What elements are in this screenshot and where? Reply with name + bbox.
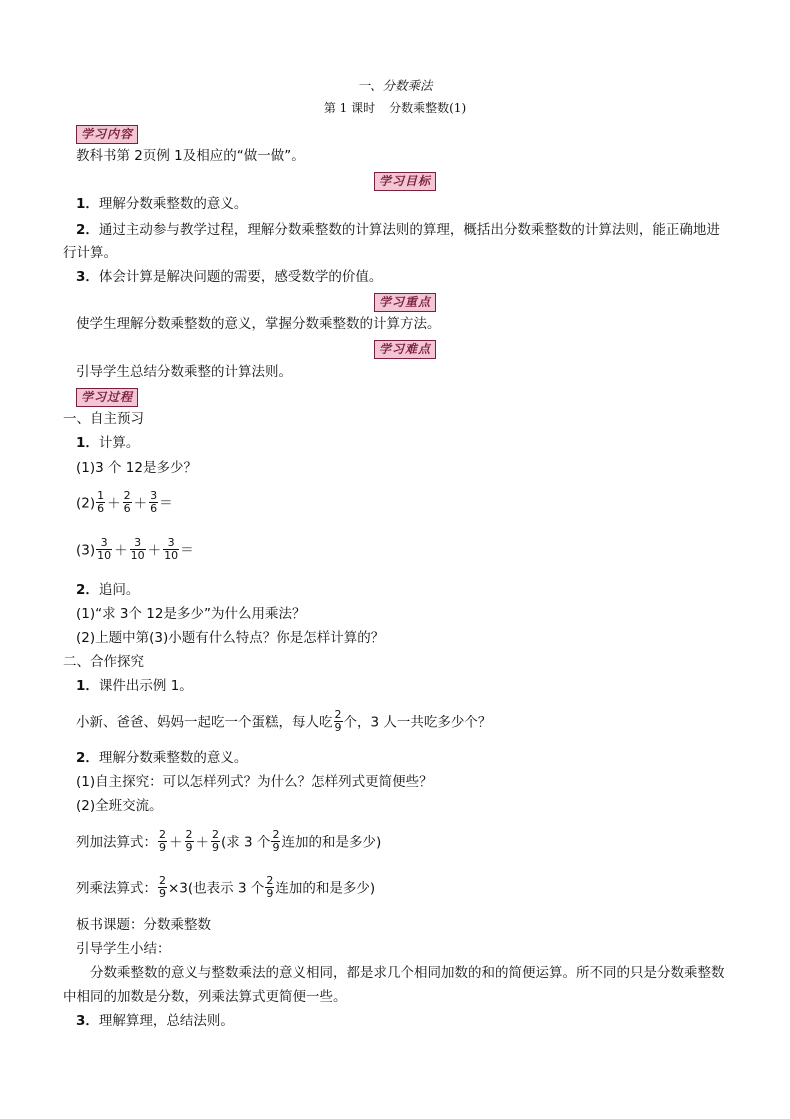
addition-note-before: (求 3 个 xyxy=(221,834,271,851)
key-label-box: 学习重点 xyxy=(374,293,436,312)
unit-title: 一、分数乘法 xyxy=(357,78,433,93)
fraction-three-tenths xyxy=(163,537,179,562)
goal-3 xyxy=(76,267,382,287)
goal-1-text: 理解分数乘整数的意义。 xyxy=(98,196,248,212)
lesson-title-line xyxy=(0,99,790,116)
example-text-before: 小新、爸爸、妈妈一起吃一个蛋糕，每人吃 xyxy=(76,714,333,731)
plus-sign: ＋ xyxy=(107,495,121,512)
fraction-two-ninths xyxy=(185,829,194,854)
ask-2: (2)上题中第(3)小题有什么特点？你是怎样计算的？ xyxy=(76,630,385,646)
item-2 xyxy=(76,580,139,600)
fraction-numerator: 2 xyxy=(159,874,166,887)
item-3-number: 1． xyxy=(76,678,99,694)
item-1-number: 1． xyxy=(76,435,99,451)
fraction-two-ninths xyxy=(158,829,167,854)
summary-line-2: 中相同的加数是分数，列乘法算式更简便一些。 xyxy=(63,989,347,1005)
plus-sign: ＋ xyxy=(147,542,162,559)
part-2-heading: 二、合作探究 xyxy=(63,654,144,670)
fraction-numerator: 3 xyxy=(96,537,112,550)
fraction-denominator: 6 xyxy=(150,502,158,515)
fraction-numerator: 1 xyxy=(97,489,105,502)
fraction-three-tenths xyxy=(130,537,146,562)
board-title: 板书课题：分数乘整数 xyxy=(76,917,211,933)
part-1-heading: 一、自主预习 xyxy=(63,411,144,427)
times-three: ×3 xyxy=(168,880,188,897)
fraction-denominator: 9 xyxy=(272,841,280,854)
example-1-text xyxy=(76,710,491,735)
goal-2-number: 2． xyxy=(76,222,99,238)
ask-1: (1)“求 3个 12是多少”为什么用乘法？ xyxy=(76,606,306,622)
item-1-text: 计算。 xyxy=(98,435,140,451)
question-3 xyxy=(76,538,194,563)
explore-1: (1)自主探究：可以怎样列式？为什么？怎样列式更简便些？ xyxy=(76,774,433,790)
plus-sign: ＋ xyxy=(169,834,183,851)
goal-1-number: 1． xyxy=(76,196,99,212)
fraction-numerator: 2 xyxy=(212,828,219,841)
goal-1 xyxy=(76,194,247,214)
process-label-box: 学习过程 xyxy=(76,388,138,407)
example-text-after: 个，3 人一共吃多少个？ xyxy=(343,714,492,731)
summary-line-1: 分数乘整数的意义与整数乘法的意义相同，都是求几个相同加数的和的简便运算。所不同的只是分数乘整数 xyxy=(90,965,725,981)
content-text: 教科书第 2页例 1及相应的“做一做”。 xyxy=(76,148,305,164)
goals-label-box: 学习目标 xyxy=(374,172,436,191)
fraction-denominator: 9 xyxy=(185,841,193,854)
goal-3-text: 体会计算是解决问题的需要，感受数学的价值。 xyxy=(98,269,383,285)
fraction-denominator: 9 xyxy=(159,887,166,900)
item-4 xyxy=(76,748,247,768)
key-text: 使学生理解分数乘整数的意义，掌握分数乘整数的计算方法。 xyxy=(76,316,441,332)
difficulty-text: 引导学生总结分数乘整的计算法则。 xyxy=(76,364,292,380)
question-3-prefix: (3) xyxy=(76,542,96,559)
fraction-two-ninths xyxy=(265,875,274,900)
plus-sign: ＋ xyxy=(195,834,209,851)
fraction-numerator: 2 xyxy=(159,828,166,841)
equals-sign: ＝ xyxy=(159,495,173,512)
item-1 xyxy=(76,433,139,453)
fraction-numerator: 2 xyxy=(272,828,280,841)
goal-2 xyxy=(76,220,720,240)
lesson-title: 分数乘整数(1) xyxy=(389,101,467,115)
fraction-denominator: 6 xyxy=(123,502,131,515)
question-1: (1)3 个 12是多少？ xyxy=(76,460,197,476)
fraction-numerator: 2 xyxy=(334,708,342,721)
fraction-three-tenths xyxy=(96,537,112,562)
plus-sign: ＋ xyxy=(133,495,148,512)
fraction-two-ninths xyxy=(158,875,167,900)
plus-sign: ＋ xyxy=(114,542,128,559)
fraction-one-sixth xyxy=(96,490,105,515)
question-2-prefix: (2) xyxy=(76,495,96,512)
fraction-denominator: 9 xyxy=(159,841,166,854)
equals-sign: ＝ xyxy=(180,542,194,559)
item-2-number: 2． xyxy=(76,582,99,598)
fraction-numerator: 3 xyxy=(150,489,158,502)
addition-label: 列加法算式： xyxy=(76,834,157,851)
item-4-text: 理解分数乘整数的意义。 xyxy=(98,750,248,766)
fraction-two-sixths xyxy=(123,490,132,515)
question-2 xyxy=(76,491,173,516)
fraction-denominator: 10 xyxy=(130,549,145,562)
fraction-three-sixths xyxy=(149,490,158,515)
summary-intro: 引导学生小结： xyxy=(76,941,171,957)
goal-2-text: 通过主动参与教学过程，理解分数乘整数的计算法则的算理，概括出分数乘整数的计算法则，能正确地进 xyxy=(98,222,720,238)
item-3 xyxy=(76,676,193,696)
multiplication-expression xyxy=(76,876,375,901)
multiplication-note-before: (也表示 3 个 xyxy=(187,880,265,897)
fraction-numerator: 3 xyxy=(163,537,179,550)
fraction-denominator: 9 xyxy=(212,841,219,854)
item-5 xyxy=(76,1011,234,1031)
fraction-two-ninths xyxy=(271,829,280,854)
fraction-two-ninths xyxy=(334,709,343,734)
item-3-text: 课件出示例 1。 xyxy=(98,678,193,694)
fraction-numerator: 2 xyxy=(123,489,131,502)
content-label-box: 学习内容 xyxy=(76,125,138,144)
multiplication-label: 列乘法算式： xyxy=(76,880,157,897)
fraction-numerator: 3 xyxy=(130,537,146,550)
fraction-numerator: 2 xyxy=(185,828,193,841)
fraction-denominator: 6 xyxy=(97,502,105,515)
difficulty-label-box: 学习难点 xyxy=(374,340,436,359)
fraction-denominator: 10 xyxy=(164,549,179,562)
fraction-denominator: 10 xyxy=(97,549,112,562)
explore-2: (2)全班交流。 xyxy=(76,798,163,814)
item-5-text: 理解算理，总结法则。 xyxy=(98,1013,234,1029)
fraction-denominator: 9 xyxy=(334,721,342,734)
goal-2-continued: 行计算。 xyxy=(63,245,117,261)
fraction-two-ninths xyxy=(211,829,220,854)
item-2-text: 追问。 xyxy=(98,582,140,598)
addition-note-after: 连加的和是多少) xyxy=(281,834,382,851)
fraction-numerator: 2 xyxy=(266,874,274,887)
lesson-label: 第 1 课时 xyxy=(323,101,376,115)
fraction-denominator: 9 xyxy=(266,887,274,900)
addition-expression xyxy=(76,830,381,855)
goal-3-number: 3． xyxy=(76,269,99,285)
multiplication-note-after: 连加的和是多少) xyxy=(275,880,376,897)
item-5-number: 3． xyxy=(76,1013,99,1029)
item-4-number: 2． xyxy=(76,750,99,766)
